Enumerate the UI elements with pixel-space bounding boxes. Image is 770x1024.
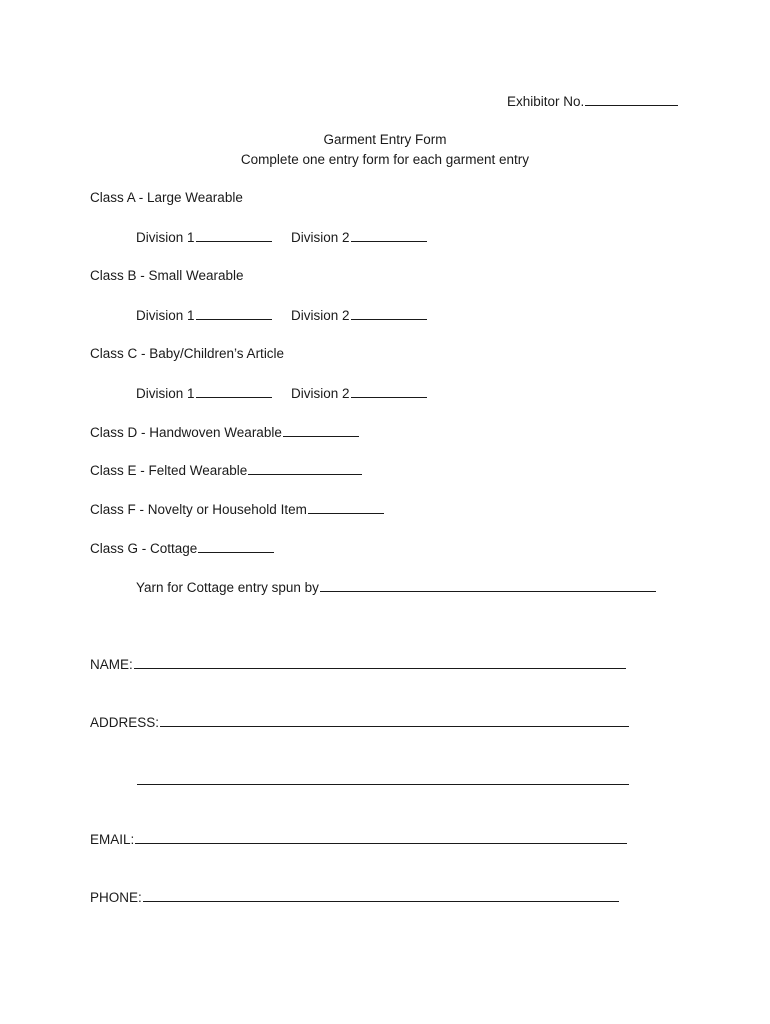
class-b-division-2-field[interactable]: [351, 306, 427, 320]
class-e-field[interactable]: [248, 461, 362, 475]
class-a-division-2: [291, 228, 427, 247]
yarn-label: Yarn for Cottage entry spun by: [136, 580, 319, 595]
name-label: NAME:: [90, 657, 133, 672]
exhibitor-number-field[interactable]: [585, 92, 678, 106]
class-b-division-2-label: Division 2: [291, 308, 350, 323]
class-c-division-2: [291, 384, 427, 403]
address-row-2: [136, 771, 629, 790]
class-e-row: [90, 461, 362, 480]
class-b-division-2: [291, 306, 427, 325]
class-a-divisions: [136, 228, 272, 247]
class-f-field[interactable]: [308, 500, 384, 514]
yarn-spun-by-field[interactable]: [320, 578, 656, 592]
class-c-label: Class C - Baby/Children’s Article: [90, 346, 285, 361]
name-field[interactable]: [134, 655, 626, 669]
yarn-row: [136, 578, 656, 597]
exhibitor-label: Exhibitor No.: [507, 94, 585, 109]
class-c-division-2-label: Division 2: [291, 386, 350, 401]
address-field-line-2[interactable]: [137, 771, 629, 785]
phone-label: PHONE:: [90, 890, 142, 905]
phone-field[interactable]: [143, 888, 619, 902]
class-b-divisions: [136, 306, 272, 325]
class-a-division-2-field[interactable]: [351, 228, 427, 242]
form-title: Garment Entry Form: [323, 132, 447, 147]
class-a-label: Class A - Large Wearable: [90, 190, 243, 205]
email-label: EMAIL:: [90, 832, 135, 847]
class-a-division-2-label: Division 2: [291, 230, 350, 245]
class-e-label: Class E - Felted Wearable: [90, 463, 248, 478]
class-c-division-1-label: Division 1: [136, 386, 195, 401]
class-d-label: Class D - Handwoven Wearable: [90, 425, 282, 440]
exhibitor-row: [507, 92, 678, 111]
address-field-line-1[interactable]: [160, 713, 629, 727]
class-b-label: Class B - Small Wearable: [90, 268, 244, 283]
class-g-row: [90, 539, 274, 558]
form-subtitle: Complete one entry form for each garment entry: [240, 152, 530, 167]
phone-row: [90, 888, 619, 907]
class-b-division-1-field[interactable]: [196, 306, 272, 320]
class-c-division-2-field[interactable]: [351, 384, 427, 398]
email-field[interactable]: [135, 830, 627, 844]
class-f-row: [90, 500, 384, 519]
name-row: [90, 655, 626, 674]
class-c-divisions: [136, 384, 272, 403]
class-b-division-1-label: Division 1: [136, 308, 195, 323]
address-row: [90, 713, 629, 732]
class-g-label: Class G - Cottage: [90, 541, 198, 556]
class-g-field[interactable]: [198, 539, 274, 553]
class-c-division-1-field[interactable]: [196, 384, 272, 398]
class-a-division-1-label: Division 1: [136, 230, 195, 245]
address-label: ADDRESS:: [90, 715, 160, 730]
class-d-row: [90, 423, 359, 442]
class-d-field[interactable]: [283, 423, 359, 437]
class-f-label: Class F - Novelty or Household Item: [90, 502, 307, 517]
class-a-division-1-field[interactable]: [196, 228, 272, 242]
email-row: [90, 830, 627, 849]
